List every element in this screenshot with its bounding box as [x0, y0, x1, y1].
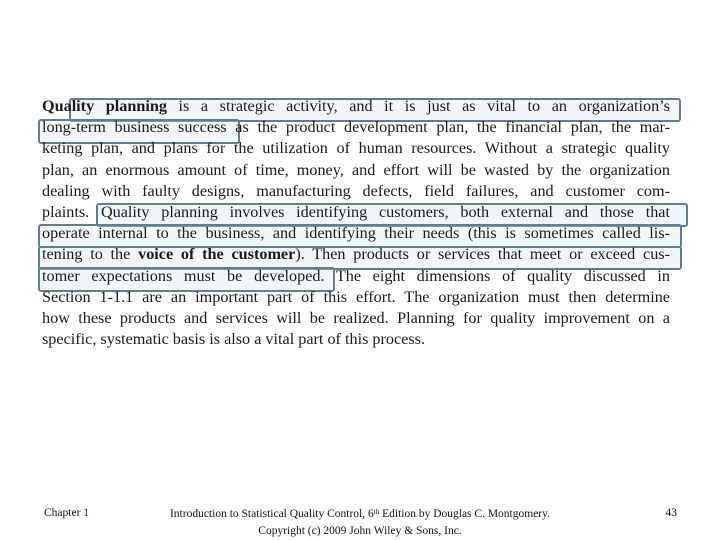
bold-term: voice of the customer — [138, 245, 296, 264]
excerpt-line — [42, 329, 670, 350]
text-run: specific, systematic basis is also a vital part of this process. — [42, 330, 426, 349]
text-run: is a strategic activity, and it is just as vital to an organization’s — [166, 97, 670, 115]
excerpt-line — [42, 308, 670, 329]
page-number: 43 — [665, 507, 677, 519]
citation-author: Edition by Douglas C. Montgomery. — [379, 508, 551, 520]
excerpt-line — [42, 181, 670, 202]
text-run: tening to the — [42, 245, 139, 264]
excerpt-line — [42, 117, 670, 138]
text-run: how these products and services will be realized. Planning for quality improvement on a — [42, 308, 670, 327]
text-run: tomer expectations must be developed. The eight dimensions of quality discussed in — [42, 266, 670, 285]
footer-copyright: Copyright (c) 2009 John Wiley & Sons, Inc. — [258, 525, 462, 537]
footer-chapter: Chapter 1 — [44, 507, 90, 519]
quality-planning-excerpt — [42, 96, 670, 350]
citation-title: Introduction to Statistical Quality Control, 6 — [169, 508, 374, 520]
excerpt-line — [42, 96, 670, 117]
text-run: plaints. Quality planning involves identifying customers, both external and those that — [42, 202, 670, 221]
excerpt-line — [42, 160, 670, 181]
text-run: plan, an enormous amount of time, money, and effort will be wasted by the organization — [42, 160, 670, 179]
excerpt-line — [42, 287, 670, 308]
text-run: long-term business success as the product development plan, the financial plan, the mar- — [42, 118, 670, 137]
text-run: ). Then products or services that meet or exceed cus- — [295, 245, 670, 264]
text-run: keting plan, and plans for the utilization of human resources. Without a strategic quality — [42, 139, 670, 158]
excerpt-line — [42, 266, 670, 287]
excerpt-line — [42, 202, 670, 223]
text-run: Section 1-1.1 are an important part of this effort. The organization must then determine — [42, 287, 670, 306]
bold-term: Quality planning — [42, 97, 167, 115]
text-run: dealing with faulty designs, manufacturing defects, field failures, and customer com- — [42, 181, 670, 200]
citation-edition-suffix: th — [373, 508, 380, 516]
footer-citation — [160, 506, 560, 540]
excerpt-line — [42, 138, 670, 159]
excerpt-line — [42, 223, 670, 244]
text-run: operate internal to the business, and identifying their needs (this is sometimes called lis- — [42, 224, 670, 243]
excerpt-line — [42, 244, 670, 265]
